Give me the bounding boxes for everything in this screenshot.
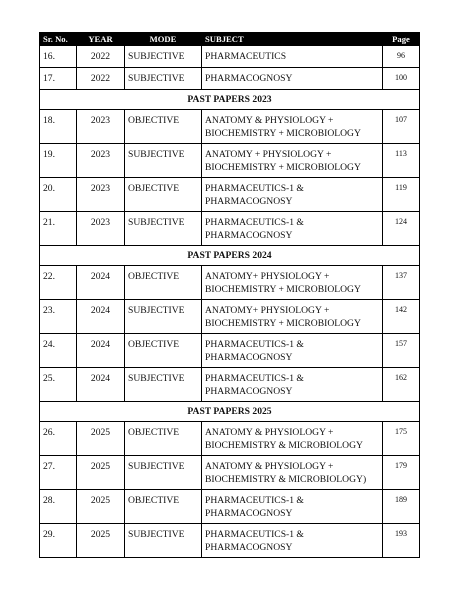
header-subject: SUBJECT: [202, 33, 383, 46]
page-cell: 113: [383, 144, 420, 178]
sr-no-cell: 20.: [40, 178, 77, 212]
page-cell: 157: [383, 334, 420, 368]
year-cell: 2022: [77, 68, 125, 90]
header-row: [40, 33, 420, 46]
subject-cell: PHARMACEUTICS-1 & PHARMACOGNOSY: [202, 334, 383, 368]
page-cell: 137: [383, 266, 420, 300]
mode-cell: SUBJECTIVE: [125, 144, 202, 178]
page-cell: 179: [383, 456, 420, 490]
contents-table: [39, 32, 420, 558]
year-cell: 2024: [77, 266, 125, 300]
header-year: YEAR: [77, 33, 125, 46]
section-heading-row: [40, 90, 420, 110]
sr-no-cell: 17.: [40, 68, 77, 90]
subject-cell: ANATOMY+ PHYSIOLOGY + BIOCHEMISTRY + MICROBIOLOGY: [202, 300, 383, 334]
sr-no-cell: 25.: [40, 368, 77, 402]
sr-no-cell: 28.: [40, 490, 77, 524]
mode-cell: SUBJECTIVE: [125, 524, 202, 558]
table-row: [40, 334, 420, 368]
section-heading-row: [40, 246, 420, 266]
table-body: [40, 46, 420, 558]
subject-cell: PHARMACEUTICS-1 & PHARMACOGNOSY: [202, 212, 383, 246]
sr-no-cell: 29.: [40, 524, 77, 558]
mode-cell: SUBJECTIVE: [125, 300, 202, 334]
year-cell: 2025: [77, 422, 125, 456]
section-heading: PAST PAPERS 2025: [40, 402, 420, 422]
sr-no-cell: 16.: [40, 46, 77, 68]
year-cell: 2025: [77, 456, 125, 490]
table-row: [40, 110, 420, 144]
sr-no-cell: 21.: [40, 212, 77, 246]
sr-no-cell: 23.: [40, 300, 77, 334]
sr-no-cell: 24.: [40, 334, 77, 368]
mode-cell: OBJECTIVE: [125, 422, 202, 456]
page-cell: 96: [383, 46, 420, 68]
subject-cell: ANATOMY & PHYSIOLOGY + BIOCHEMISTRY & MICROBIOLOGY: [202, 422, 383, 456]
mode-cell: SUBJECTIVE: [125, 212, 202, 246]
header-sr-no: Sr. No.: [40, 33, 77, 46]
table-row: [40, 178, 420, 212]
year-cell: 2023: [77, 110, 125, 144]
section-heading: PAST PAPERS 2024: [40, 246, 420, 266]
page-cell: 162: [383, 368, 420, 402]
subject-cell: ANATOMY + PHYSIOLOGY + BIOCHEMISTRY + MICROBIOLOGY: [202, 144, 383, 178]
page-cell: 107: [383, 110, 420, 144]
subject-cell: ANATOMY & PHYSIOLOGY + BIOCHEMISTRY + MICROBIOLOGY: [202, 110, 383, 144]
sr-no-cell: 22.: [40, 266, 77, 300]
year-cell: 2023: [77, 212, 125, 246]
subject-cell: PHARMACEUTICS-1 & PHARMACOGNOSY: [202, 490, 383, 524]
year-cell: 2024: [77, 300, 125, 334]
table-row: [40, 368, 420, 402]
year-cell: 2024: [77, 368, 125, 402]
page-cell: 175: [383, 422, 420, 456]
table-row: [40, 46, 420, 68]
year-cell: 2025: [77, 490, 125, 524]
sr-no-cell: 27.: [40, 456, 77, 490]
mode-cell: SUBJECTIVE: [125, 456, 202, 490]
year-cell: 2025: [77, 524, 125, 558]
subject-cell: PHARMACEUTICS-1 & PHARMACOGNOSY: [202, 368, 383, 402]
header-mode: MODE: [125, 33, 202, 46]
subject-cell: PHARMACEUTICS-1 & PHARMACOGNOSY: [202, 524, 383, 558]
mode-cell: SUBJECTIVE: [125, 368, 202, 402]
mode-cell: OBJECTIVE: [125, 110, 202, 144]
page-cell: 189: [383, 490, 420, 524]
table-row: [40, 490, 420, 524]
header-page: Page: [383, 33, 420, 46]
section-heading-row: [40, 402, 420, 422]
year-cell: 2023: [77, 144, 125, 178]
subject-cell: PHARMACEUTICS-1 & PHARMACOGNOSY: [202, 178, 383, 212]
sr-no-cell: 19.: [40, 144, 77, 178]
year-cell: 2022: [77, 46, 125, 68]
page-cell: 119: [383, 178, 420, 212]
table-row: [40, 456, 420, 490]
page-cell: 142: [383, 300, 420, 334]
subject-cell: PHARMACEUTICS: [202, 46, 383, 68]
table-row: [40, 212, 420, 246]
year-cell: 2024: [77, 334, 125, 368]
mode-cell: OBJECTIVE: [125, 490, 202, 524]
sr-no-cell: 18.: [40, 110, 77, 144]
page-cell: 100: [383, 68, 420, 90]
table-row: [40, 422, 420, 456]
table-row: [40, 68, 420, 90]
table-row: [40, 524, 420, 558]
year-cell: 2023: [77, 178, 125, 212]
section-heading: PAST PAPERS 2023: [40, 90, 420, 110]
mode-cell: OBJECTIVE: [125, 178, 202, 212]
subject-cell: ANATOMY+ PHYSIOLOGY + BIOCHEMISTRY + MICROBIOLOGY: [202, 266, 383, 300]
sr-no-cell: 26.: [40, 422, 77, 456]
table-row: [40, 144, 420, 178]
subject-cell: PHARMACOGNOSY: [202, 68, 383, 90]
subject-cell: ANATOMY & PHYSIOLOGY + BIOCHEMISTRY & MICROBIOLOGY): [202, 456, 383, 490]
page-cell: 124: [383, 212, 420, 246]
page-cell: 193: [383, 524, 420, 558]
table-row: [40, 300, 420, 334]
table-header: [40, 33, 420, 46]
mode-cell: OBJECTIVE: [125, 334, 202, 368]
mode-cell: OBJECTIVE: [125, 266, 202, 300]
mode-cell: SUBJECTIVE: [125, 46, 202, 68]
table-row: [40, 266, 420, 300]
mode-cell: SUBJECTIVE: [125, 68, 202, 90]
